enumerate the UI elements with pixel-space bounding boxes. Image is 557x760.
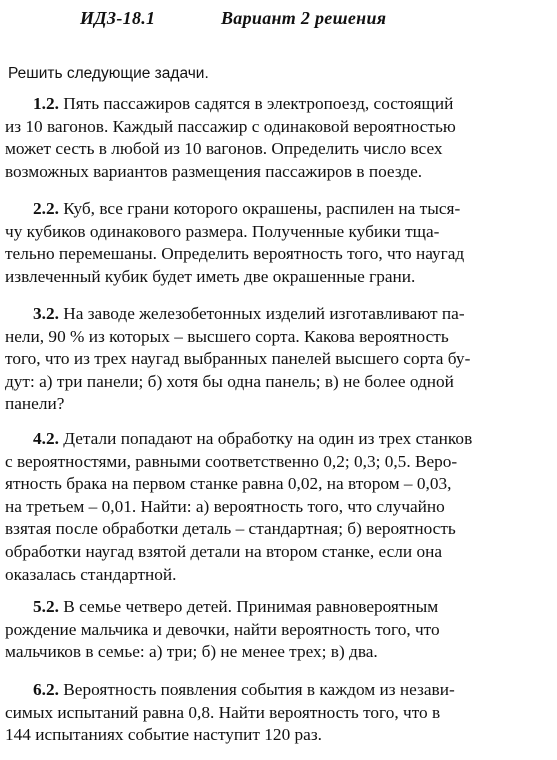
- problem-line: 144 испытаниях событие наступит 120 раз.: [5, 725, 322, 745]
- problem-line: мальчиков в семье: а) три; б) не менее трех; в) два.: [5, 642, 378, 662]
- problem-line: оказалась стандартной.: [5, 564, 177, 584]
- document-id: ИДЗ-18.1: [80, 8, 156, 28]
- problem-line: дут: а) три панели; б) хотя бы одна панель; в) не более одной: [5, 371, 454, 391]
- problem-5-2: [5, 596, 540, 664]
- problem-line: рождение мальчика и девочки, найти вероятность того, что: [5, 619, 440, 639]
- problem-number: 6.2.: [33, 680, 59, 699]
- problem-line: 3.2. На заводе железобетонных изделий изготавливают па-: [33, 304, 465, 323]
- variant-title: Вариант 2 решения: [221, 8, 387, 28]
- problem-line: нели, 90 % из которых – высшего сорта. Какова вероятность: [5, 326, 449, 346]
- problem-line: чу кубиков одинакового размера. Полученные кубики тща-: [5, 221, 440, 241]
- problem-line: может сесть в любой из 10 вагонов. Определить число всех: [5, 139, 443, 159]
- problem-line: 5.2. В семье четверо детей. Принимая равновероятным: [33, 597, 439, 616]
- problem-line: извлеченный кубик будет иметь две окрашенные грани.: [5, 266, 416, 286]
- problem-number: 3.2.: [33, 304, 59, 323]
- problem-6-2: [5, 679, 540, 747]
- problem-line: возможных вариантов размещения пассажиров в поезде.: [5, 161, 423, 181]
- instructions: Решить следующие задачи.: [8, 65, 209, 82]
- problem-line: 4.2. Детали попадают на обработку на один из трех станков: [33, 429, 473, 448]
- problem-line: обработки наугад взятой детали на втором станке, если она: [5, 541, 443, 561]
- problem-line: взятая после обработки деталь – стандартная; б) вероятность: [5, 519, 456, 539]
- problem-number: 2.2.: [33, 199, 59, 218]
- problem-line: панели?: [5, 394, 65, 414]
- problem-number: 4.2.: [33, 429, 59, 448]
- problem-4-2: [5, 428, 540, 586]
- problem-number: 5.2.: [33, 597, 59, 616]
- problem-line: тельно перемешаны. Определить вероятность того, что наугад: [5, 244, 465, 264]
- problem-line: 1.2. Пять пассажиров садятся в электропоезд, состоящий: [33, 94, 454, 113]
- problem-1-2: [5, 93, 540, 183]
- problem-line: симых испытаний равна 0,8. Найти вероятность того, что в: [5, 702, 441, 722]
- problem-line: 6.2. Вероятность появления события в каждом из незави-: [33, 680, 455, 699]
- problem-line: на третьем – 0,01. Найти: а) вероятность того, что случайно: [5, 496, 445, 516]
- problem-line: 2.2. Куб, все грани которого окрашены, распилен на тыся-: [33, 199, 461, 218]
- problem-number: 1.2.: [33, 94, 59, 113]
- problem-line: ятность брака на первом станке равна 0,02, на втором – 0,03,: [5, 474, 452, 494]
- problem-line: с вероятностями, равными соответственно 0,2; 0,3; 0,5. Веро-: [5, 451, 458, 471]
- problem-line: того, что из трех наугад выбранных панелей высшего сорта бу-: [5, 349, 471, 369]
- problem-3-2: [5, 303, 540, 416]
- problem-2-2: [5, 198, 540, 288]
- problem-line: из 10 вагонов. Каждый пассажир с одинаковой вероятностью: [5, 116, 456, 136]
